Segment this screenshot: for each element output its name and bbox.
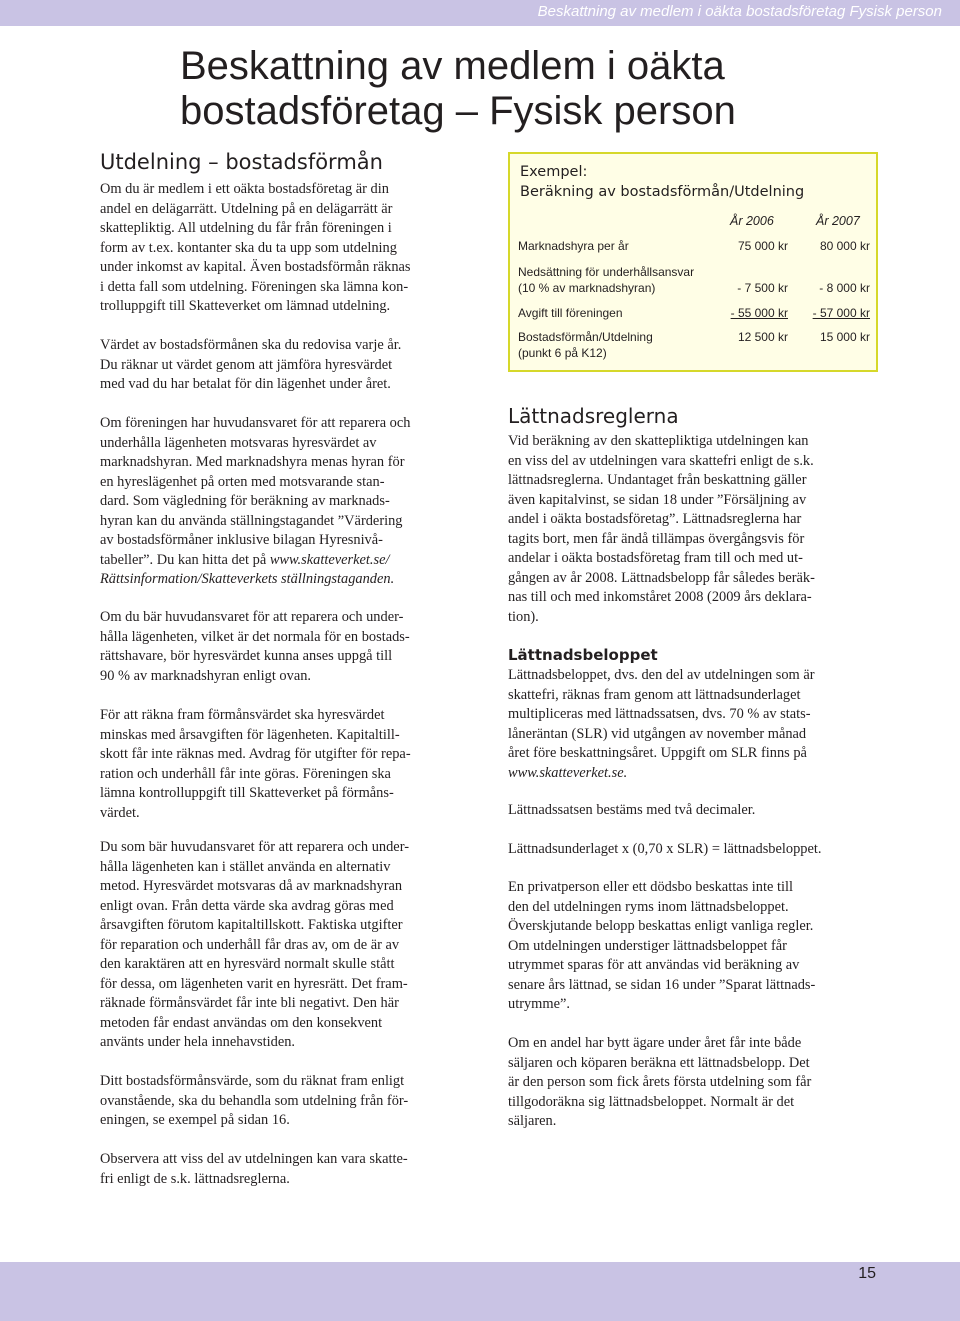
paragraph-alternativ-metod [100,838,409,1053]
example-title-line: Exempel: [520,164,588,180]
column-header-2007: År 2007 [816,214,860,228]
text-line: utrymme”. [508,996,570,1012]
row-label: Marknadshyra per år [518,239,629,253]
paragraph-observera [100,1150,408,1189]
row-value-2006: 75 000 kr [737,239,788,253]
text-line: utrymmet sparas för att användas vid beräkning av [508,957,800,973]
column-header-2006: År 2006 [730,214,774,228]
footer-band [0,1262,960,1321]
text-line: Observera att viss del av utdelningen kan vara skatte- [100,1151,408,1167]
text-line: är den person som fick årets första utdelning som får [508,1074,812,1090]
text-line: för dessa, om lägenheten varit en hyresrätt. Det fram- [100,975,408,992]
row-value-2007: 15 000 kr [819,330,870,344]
text-line: En privatperson eller ett dödsbo beskattas inte till [508,879,793,895]
text-line: Lättnadsbeloppet, dvs. den del av utdelningen som är [508,667,815,683]
row-label: (10 % av marknadshyran) [518,281,656,295]
page-title [180,44,940,134]
text-line [100,551,410,571]
text-line: den karaktären att en hyresvärd normalt skulle stått [100,956,395,972]
skatteverket-link[interactable]: www.skatteverket.se. [508,764,628,781]
text-line: hyran kan du använda ställningstagandet ”Värdering [100,512,403,529]
row-value-2006: - 55 000 kr [730,306,788,320]
text-line: låneräntan (SLR) vid utgången av november månad [508,725,807,742]
text-line: Om du är medlem i ett oäkta bostadsföretag är din [100,181,389,197]
row-value-2007: 80 000 kr [819,239,870,253]
row-value-2007: - 8 000 kr [819,281,870,295]
text-line: senare års lättnad, se sidan 16 under ”Sparat lättnads- [508,976,816,993]
paragraph-lattnadsbeloppet [508,666,815,783]
text-line: multipliceras med lättnadssatsen, dvs. 70 % av stats- [508,706,811,722]
row-value-2006: 12 500 kr [737,330,788,344]
example-box [508,152,878,372]
text-line: skattefri, räknas fram genom att lättnadsunderlaget [508,686,801,703]
paragraph-vardet [100,336,401,395]
text-line: en viss del av utdelningen vara skattefri enligt de s.k. [508,452,814,469]
text-line: trolluppgift till Skatteverket om lämnad utdelning. [100,298,391,314]
text-line: dard. Som vägledning för beräkning av marknads- [100,493,390,509]
text-line: med vad du har betalat för din lägenhet under året. [100,376,391,392]
section-heading-lattnadsreglerna: Lättnadsreglerna [508,404,679,428]
text-line: fri enligt de s.k. lättnadsreglerna. [100,1170,290,1187]
page-title-line: Beskattning av medlem i oäkta [180,44,725,88]
paragraph-lattnadsreglerna [508,432,815,627]
text-line: ration och underhåll får inte göras. Föreningen ska [100,765,391,782]
text-line: tagits bort, men får ändå tillämpas övergångsvis för [508,530,805,547]
row-label: (punkt 6 på K12) [518,346,607,360]
text-line: värdet. [100,804,140,821]
text-line: underhålla lägenheten motsvaras hyresvärdet av [100,434,377,451]
text-line: Överskjutande belopp beskattas enligt vanliga regler. [508,918,814,934]
text-line: gången av år 2008. Lättnadsbelopp får således beräk- [508,569,815,586]
text-line: nas till och med inkomståret 2008 (2009 års deklara- [508,589,812,605]
example-title-line: Beräkning av bostadsförmån/Utdelning [520,184,805,200]
text-line: andel en delägarrätt. Utdelning på en delägarrätt är [100,200,393,217]
text-line: tion). [508,608,539,625]
text-line: marknadshyran. Med marknadshyra menas hyran för [100,454,405,470]
text-line: För att räkna fram förmånsvärdet ska hyresvärdet [100,707,385,723]
text-line: eningen, se exempel på sidan 16. [100,1112,290,1128]
text-line: hålla lägenheten, vilket är det normala för en bostads- [100,628,410,645]
page-title-line: bostadsföretag – Fysisk person [180,89,736,133]
text-line: en hyreslägenhet på orten med motsvarande stan- [100,473,385,490]
text-line: under inkomst av kapital. Även bostadsförmån räknas [100,259,411,275]
row-value-2007: - 57 000 kr [812,306,870,320]
text-line: lämna kontrolluppgift till Skatteverket på förmåns- [100,785,394,801]
text-line: enligt ovan. Från detta värde ska avdrag göras med [100,897,394,914]
text-line: Om föreningen har huvudansvaret för att reparera och [100,415,411,431]
row-value-2006: - 7 500 kr [737,281,788,295]
paragraph-huvudansvar [100,608,410,686]
text-line: säljaren och köparen beräkna ett lättnadsbelopp. Det [508,1054,810,1071]
text-fragment: tabeller”. Du kan hitta det på [100,551,270,568]
text-line: den del utdelningen ryms inom lättnadsbeloppet. [508,898,789,915]
paragraph-bostadsformansvarde [100,1072,408,1131]
text-line: Vid beräkning av den skattepliktiga utdelningen kan [508,433,809,449]
text-line: 90 % av marknadshyran enligt ovan. [100,667,312,684]
text-line: lättnadsreglerna. Undantaget från beskattning gäller [508,472,807,488]
text-line: ovanstående, ska du behandla som utdelning från för- [100,1092,409,1109]
section-heading-utdelning: Utdelning – bostadsförmån [100,150,383,174]
text-line: andel i oäkta bostadsföretag”. Lättnadsreglerna har [508,511,802,527]
row-label: Nedsättning för underhållsansvar [518,265,695,279]
skatteverket-link[interactable]: www.skatteverket.se/ [269,551,390,568]
text-line: skott får inte räknas med. Avdrag för utgifter för repa- [100,746,411,762]
text-line: årsavgiften förutom kapitaltillskott. Faktiska utgifter [100,917,403,933]
text-line: Du som bär huvudansvaret för att reparera och under- [100,839,409,855]
text-line: Om du bär huvudansvaret för att reparera och under- [100,609,404,625]
text-line: räknade förmånsvärdet får inte bli negativt. Den här [100,995,399,1011]
text-line: metoden får endast användas om den konsekvent [100,1014,383,1031]
text-line: Rättsinformation/Skatteverkets ställningstaganden. [100,571,395,587]
text-line: minskas med årsavgiften för lägenheten. Kapitaltill- [100,726,400,743]
paragraph-bytt-agare [508,1034,811,1132]
text-line: metod. Hyresvärdet motsvaras då av marknadshyran [100,878,403,894]
text-line: hålla lägenheten kan i stället använda en alternativ [100,858,391,875]
paragraph-marknadshyra [100,414,410,590]
text-line: för reparation och underhåll får dras av, om de är av [100,936,400,953]
page-number: 15 [858,1265,876,1282]
text-line: form av t.ex. kontanter ska du ta upp som utdelning [100,239,397,256]
text-line: rättshavare, bör hyresvärdet kunna anses uppgå till [100,648,393,664]
text-line: använts under hela innehavstiden. [100,1034,296,1050]
text-line: av bostadsförmåner inklusive bilagan Hyresnivå- [100,532,383,548]
example-title [520,162,804,202]
text-line: Du räknar ut värdet genom att jämföra hyresvärdet [100,356,393,373]
row-label: Avgift till föreningen [518,306,623,320]
paragraph-decimaler: Lättnadssatsen bestäms med två decimaler. [508,802,756,818]
text-line: Om utdelningen understiger lättnadsbeloppet får [508,937,787,954]
text-line: skattepliktig. All utdelning du får från föreningen i [100,220,392,236]
text-line: tillgodoräkna sig lättnadsbeloppet. Normalt är det [508,1093,795,1110]
text-line: Värdet av bostadsförmånen ska du redovisa varje år. [100,337,402,353]
paragraph-privatperson [508,878,815,1015]
formula-lattnadsbelopp: Lättnadsunderlaget x (0,70 x SLR) = lättnadsbeloppet. [508,841,822,857]
text-line: i detta fall som utdelning. Föreningen ska lämna kon- [100,278,409,295]
text-line: Om en andel har bytt ägare under året får inte både [508,1035,802,1051]
paragraph-intro [100,180,411,317]
text-line: även kapitalvinst, se sidan 18 under ”Försäljning av [508,491,807,508]
text-line: året före beskattningsåret. Uppgift om SLR finns på [508,745,807,761]
section-heading-lattnadsbeloppet: Lättnadsbeloppet [508,646,658,664]
running-header: Beskattning av medlem i oäkta bostadsföretag Fysisk person [537,3,942,20]
text-line: säljaren. [508,1113,557,1129]
text-line: Ditt bostadsförmånsvärde, som du räknat fram enligt [100,1073,405,1089]
row-label: Bostadsförmån/Utdelning [518,330,653,344]
text-line: andelar i oäkta bostadsföretag fram till och med ut- [508,550,803,566]
paragraph-formansvardet [100,706,411,823]
